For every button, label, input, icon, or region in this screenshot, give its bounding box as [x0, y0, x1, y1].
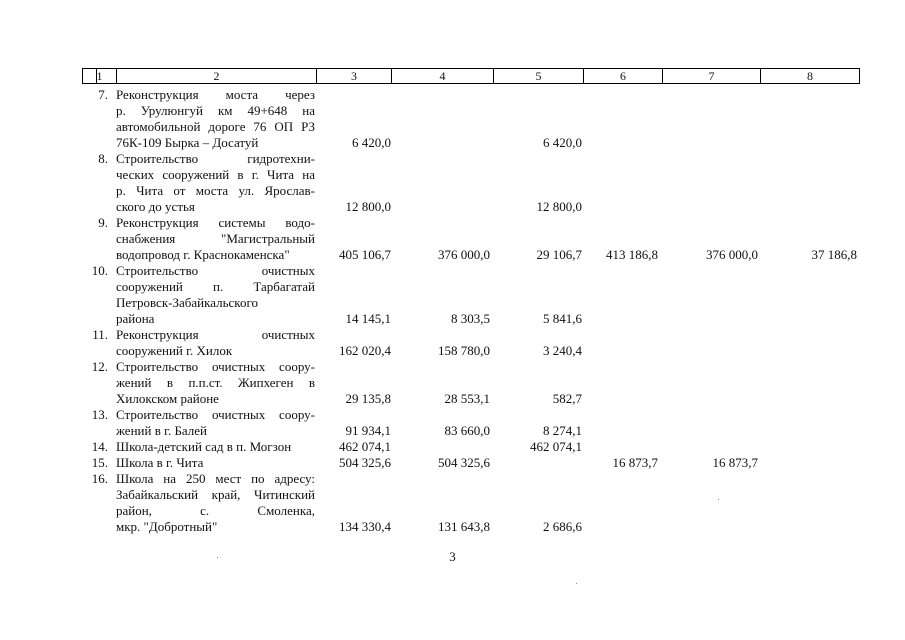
value-c3: 6 420,0	[352, 135, 391, 150]
description-line: снабжения "Магистральный	[116, 231, 315, 246]
header-col-1: 1	[82, 68, 116, 84]
description-line: ческих сооружений в г. Чита на	[116, 167, 315, 182]
scan-speck	[718, 499, 719, 500]
description-line: Реконструкция очистных	[116, 327, 315, 342]
description-line: ского до устья	[116, 199, 195, 214]
description-line: Строительство очистных соору-	[116, 359, 315, 374]
value-c5: 462 074,1	[530, 439, 582, 454]
description-line: жений в г. Балей	[116, 423, 208, 438]
header-divider	[96, 68, 97, 84]
scan-speck	[217, 557, 218, 558]
row-description	[116, 455, 315, 471]
value-c5: 8 274,1	[543, 423, 582, 438]
value-c3: 29 135,8	[345, 391, 391, 406]
description-line: Школа на 250 мест по адресу:	[116, 471, 315, 486]
description-line: Хилокском районе	[116, 391, 219, 406]
description-line: района	[116, 311, 155, 326]
header-col-4: 4	[391, 68, 493, 84]
header-col-7: 7	[662, 68, 760, 84]
value-c3: 162 020,4	[339, 343, 391, 358]
value-c6: 413 186,8	[606, 247, 658, 262]
value-c5: 6 420,0	[543, 135, 582, 150]
row-description	[116, 215, 315, 263]
header-col-2: 2	[116, 68, 316, 84]
row-description	[116, 407, 315, 439]
row-description	[116, 471, 315, 535]
description-line: сооружений г. Хилок	[116, 343, 233, 358]
description-line: район, с. Смоленка,	[116, 503, 315, 518]
value-c3: 12 800,0	[345, 199, 391, 214]
description-line: р. Урулюнгуй км 49+648 на	[116, 103, 315, 118]
description-line: 76К-109 Бырка – Досатуй	[116, 135, 259, 150]
description-line: Забайкальский край, Читинский	[116, 487, 315, 502]
value-c5: 3 240,4	[543, 343, 582, 358]
description-line: Строительство гидротехни-	[116, 151, 315, 166]
value-c4: 376 000,0	[438, 247, 490, 262]
description-line: Реконструкция системы водо-	[116, 215, 315, 230]
value-c3: 405 106,7	[339, 247, 391, 262]
description-line: Реконструкция моста через	[116, 87, 315, 102]
description-line: Строительство очистных	[116, 263, 315, 278]
header-col-8: 8	[760, 68, 860, 84]
value-c4: 8 303,5	[451, 311, 490, 326]
value-c3: 91 934,1	[345, 423, 391, 438]
row-number: 8.	[98, 151, 108, 166]
description-line: мкр. "Добротный"	[116, 519, 218, 534]
value-c4: 158 780,0	[438, 343, 490, 358]
row-description	[116, 151, 315, 215]
row-number: 10.	[91, 263, 108, 278]
description-line: жений в п.п.ст. Жипхеген в	[116, 375, 315, 390]
description-line: Петровск-Забайкальского	[116, 295, 258, 310]
scan-speck	[576, 583, 577, 584]
value-c7: 16 873,7	[712, 455, 758, 470]
description-line: р. Чита от моста ул. Ярослав-	[116, 183, 315, 198]
value-c8: 37 186,8	[811, 247, 857, 262]
row-number: 13.	[91, 407, 108, 422]
header-col-5: 5	[493, 68, 583, 84]
value-c3: 14 145,1	[345, 311, 391, 326]
row-description	[116, 263, 315, 327]
row-description	[116, 359, 315, 407]
header-col-6: 6	[583, 68, 662, 84]
value-c5: 12 800,0	[536, 199, 582, 214]
row-number: 7.	[98, 87, 108, 102]
row-number: 16.	[91, 471, 108, 486]
description-line: водопровод г. Краснокаменска"	[116, 247, 290, 262]
value-c3: 462 074,1	[339, 439, 391, 454]
value-c5: 5 841,6	[543, 311, 582, 326]
description-line: сооружений п. Тарбагатай	[116, 279, 315, 294]
description-line: Школа в г. Чита	[116, 455, 204, 470]
value-c7: 376 000,0	[706, 247, 758, 262]
value-c4: 504 325,6	[438, 455, 490, 470]
row-number: 12.	[91, 359, 108, 374]
description-line: Школа-детский сад в п. Могзон	[116, 439, 292, 454]
row-description	[116, 439, 315, 455]
row-number: 11.	[92, 327, 108, 342]
value-c5: 29 106,7	[536, 247, 582, 262]
value-c5: 2 686,6	[543, 519, 582, 534]
description-line: Строительство очистных соору-	[116, 407, 315, 422]
value-c3: 134 330,4	[339, 519, 391, 534]
row-number: 15.	[91, 455, 108, 470]
description-line: автомобильной дороге 76 ОП РЗ	[116, 119, 315, 134]
value-c4: 28 553,1	[444, 391, 490, 406]
row-number: 14.	[91, 439, 108, 454]
value-c4: 131 643,8	[438, 519, 490, 534]
row-description	[116, 327, 315, 359]
page-number: 3	[449, 549, 456, 564]
value-c6: 16 873,7	[612, 455, 658, 470]
header-col-3: 3	[316, 68, 391, 84]
value-c5: 582,7	[552, 391, 582, 406]
value-c4: 83 660,0	[444, 423, 490, 438]
row-description	[116, 87, 315, 151]
row-number: 9.	[98, 215, 108, 230]
value-c3: 504 325,6	[339, 455, 391, 470]
